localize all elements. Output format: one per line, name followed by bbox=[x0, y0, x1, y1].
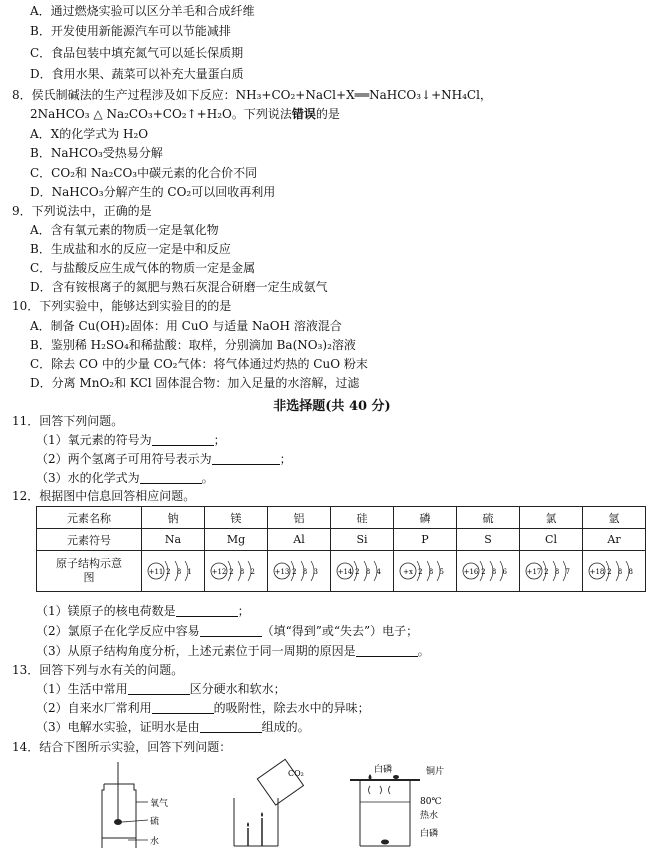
q9-option-a: A．含有氧元素的物质一定是氧化物 bbox=[30, 223, 219, 237]
atom-diagram bbox=[207, 553, 265, 589]
element-symbol-cell: Na bbox=[142, 529, 205, 551]
nucleus-charge: +17 bbox=[526, 568, 542, 576]
element-name-cell: 氯 bbox=[520, 507, 583, 529]
hot-water-beaker bbox=[360, 780, 410, 846]
label-white-phosphorus-top: 白磷 bbox=[374, 765, 393, 775]
q13-blank-3[interactable] bbox=[200, 720, 262, 733]
q13-part2-tail: 的吸附性，除去水中的异味； bbox=[213, 701, 370, 715]
element-symbol-cell: Ar bbox=[583, 529, 646, 551]
q12-part2 bbox=[36, 624, 418, 639]
label-oxygen: 氧气 bbox=[150, 799, 169, 809]
q13-part1-tail: 区分硬水和软水； bbox=[189, 682, 286, 696]
q12-part3-text: （3）从原子结构角度分析，上述元素位于同一周期的原因是 bbox=[36, 644, 356, 658]
q7-option-c: C．食品包装中填充氮气可以延长保质期 bbox=[30, 46, 244, 60]
q13-blank-2[interactable] bbox=[152, 701, 214, 714]
figure-sulfur-combustion bbox=[98, 762, 178, 848]
q10-option-d: D．分离 MnO₂和 KCl 固体混合物：加入足量的水溶解，过滤 bbox=[30, 376, 360, 390]
atomic-structure-cell bbox=[268, 551, 331, 592]
element-name-cell: 硅 bbox=[331, 507, 394, 529]
atomic-structure-cell bbox=[331, 551, 394, 592]
atomic-structure-cell bbox=[394, 551, 457, 592]
q12-stem: 12．根据图中信息回答相应问题。 bbox=[12, 489, 196, 503]
element-name-cell: 镁 bbox=[205, 507, 268, 529]
q11-blank-1[interactable] bbox=[152, 433, 214, 446]
element-name-cell: 磷 bbox=[394, 507, 457, 529]
q12-blank-1[interactable] bbox=[176, 604, 238, 617]
atom-diagram bbox=[522, 553, 580, 589]
q12-part3-end: 。 bbox=[417, 644, 430, 658]
q9-option-c: C．与盐酸反应生成气体的物质一定是金属 bbox=[30, 261, 256, 275]
atomic-structure-cell bbox=[205, 551, 268, 592]
nucleus-charge: +12 bbox=[211, 568, 227, 576]
label-white-phosphorus-bottom: 白磷 bbox=[420, 829, 439, 839]
co2-cylinder bbox=[257, 759, 303, 805]
q9-stem: 9．下列说法中，正确的是 bbox=[12, 204, 152, 218]
q7-option-b: B．开发使用新能源汽车可以节能减排 bbox=[30, 24, 231, 38]
q11-blank-2[interactable] bbox=[212, 452, 280, 465]
element-name-cell: 氩 bbox=[583, 507, 646, 529]
electron-counts: 2 8 2 bbox=[229, 568, 257, 576]
electron-counts: 2 8 4 bbox=[355, 568, 383, 576]
q13-stem: 13．回答下列与水有关的问题。 bbox=[12, 663, 184, 677]
electron-counts: 2 8 1 bbox=[166, 568, 194, 576]
nucleus-charge: +14 bbox=[337, 568, 353, 576]
flame-tall bbox=[261, 812, 263, 817]
q11-part1-text: （1）氧元素的符号为 bbox=[36, 433, 152, 447]
q13-part1-text: （1）生活中常用 bbox=[36, 682, 128, 696]
q13-part2 bbox=[36, 701, 370, 716]
element-symbol-cell: Mg bbox=[205, 529, 268, 551]
q14-stem: 14．结合下图所示实验，回答下列问题： bbox=[12, 740, 232, 754]
atom-diagram bbox=[459, 553, 517, 589]
q12-part1-text: （1）镁原子的核电荷数是 bbox=[36, 604, 176, 618]
q11-part1 bbox=[36, 433, 226, 448]
element-table bbox=[36, 506, 646, 592]
q10-stem: 10．下列实验中，能够达到实验目的的是 bbox=[12, 299, 232, 313]
header-element-name: 元素名称 bbox=[37, 507, 142, 529]
flame-short bbox=[247, 822, 249, 827]
nucleus-charge: +13 bbox=[274, 568, 290, 576]
q11-part3 bbox=[36, 471, 214, 486]
element-symbol-cell: Al bbox=[268, 529, 331, 551]
nucleus-charge: +x bbox=[403, 568, 413, 576]
q9-option-d: D．含有铵根离子的氮肥与熟石灰混合研磨一定生成氨气 bbox=[30, 280, 328, 294]
label-water: 水 bbox=[150, 837, 160, 847]
q8-option-c: C．CO₂和 Na₂CO₃中碳元素的化合价不同 bbox=[30, 166, 258, 180]
element-symbol-cell: Si bbox=[331, 529, 394, 551]
element-symbol-cell: P bbox=[394, 529, 457, 551]
atom-diagram bbox=[585, 553, 643, 589]
q13-blank-1[interactable] bbox=[128, 682, 190, 695]
q12-part2-tail: （填“得到”或“失去”）电子； bbox=[261, 624, 419, 638]
q11-part2 bbox=[36, 452, 292, 467]
q9-option-b: B．生成盐和水的反应一定是中和反应 bbox=[30, 242, 231, 256]
atom-diagram bbox=[270, 553, 328, 589]
section-title: 非选择题(共 40 分) bbox=[273, 399, 391, 414]
label-pointer-sulfur bbox=[122, 820, 148, 822]
q8-equation: 2NaHCO₃ △ Na₂CO₃+CO₂↑+H₂O。下列说法 bbox=[30, 107, 292, 121]
q8-option-b: B．NaHCO₃受热易分解 bbox=[30, 146, 163, 160]
figure-co2-pouring bbox=[226, 758, 316, 848]
label-hot-water: 热水 bbox=[420, 811, 439, 821]
atom-diagram bbox=[333, 553, 391, 589]
q7-option-d: D．食用水果、蔬菜可以补充大量蛋白质 bbox=[30, 67, 244, 81]
steam bbox=[369, 786, 391, 794]
q12-part1 bbox=[36, 604, 250, 619]
q10-option-b: B．鉴别稀 H₂SO₄和稀盐酸：取样，分别滴加 Ba(NO₃)₂溶液 bbox=[30, 338, 356, 352]
red-phosphorus bbox=[393, 775, 399, 779]
atom-diagram bbox=[396, 553, 454, 589]
element-name-cell: 铝 bbox=[268, 507, 331, 529]
q10-option-a: A．制备 Cu(OH)₂固体：用 CuO 与适量 NaOH 溶液混合 bbox=[30, 319, 342, 333]
electron-counts: 2 8 8 bbox=[607, 568, 635, 576]
beaker bbox=[234, 798, 278, 846]
q8-stem-tail: 的是 bbox=[315, 107, 340, 121]
q11-part3-end: 。 bbox=[201, 471, 214, 485]
figure-phosphorus-combustion bbox=[340, 762, 460, 848]
element-name-cell: 硫 bbox=[457, 507, 520, 529]
q13-part3 bbox=[36, 720, 310, 735]
element-name-cell: 钠 bbox=[142, 507, 205, 529]
q13-part1 bbox=[36, 682, 286, 697]
q11-blank-3[interactable] bbox=[140, 471, 202, 484]
nucleus-charge: +16 bbox=[463, 568, 479, 576]
q12-part1-end: ； bbox=[237, 604, 250, 618]
label-copper-plate: 铜片 bbox=[426, 767, 445, 777]
nucleus-charge: +18 bbox=[589, 568, 605, 576]
atomic-structure-cell bbox=[583, 551, 646, 592]
header-element-symbol: 元素符号 bbox=[37, 529, 142, 551]
q8-emphasis: 错误 bbox=[291, 107, 316, 121]
atom-diagram bbox=[144, 553, 202, 589]
q13-part2-text: （2）自来水厂常利用 bbox=[36, 701, 152, 715]
q8-option-a: A．X的化学式为 H₂O bbox=[30, 127, 149, 141]
electron-counts: 2 8 5 bbox=[418, 568, 446, 576]
label-sulfur: 硫 bbox=[150, 817, 160, 827]
q13-part3-tail: 组成的。 bbox=[261, 720, 310, 734]
atomic-structure-cell bbox=[142, 551, 205, 592]
q7-option-a: A．通过燃烧实验可以区分羊毛和合成纤维 bbox=[30, 4, 255, 18]
element-symbol-cell: S bbox=[457, 529, 520, 551]
q11-part2-text: （2）两个氢离子可用符号表示为 bbox=[36, 452, 212, 466]
q13-part3-text: （3）电解水实验，证明水是由 bbox=[36, 720, 200, 734]
q11-part1-end: ； bbox=[213, 433, 226, 447]
atomic-structure-cell bbox=[457, 551, 520, 592]
q8-option-d: D．NaHCO₃分解产生的 CO₂可以回收再利用 bbox=[30, 185, 276, 199]
q8-stem-line2 bbox=[30, 107, 340, 122]
q12-part2-text: （2）氯原子在化学反应中容易 bbox=[36, 624, 200, 638]
q12-blank-3[interactable] bbox=[356, 644, 418, 657]
electron-counts: 2 8 6 bbox=[481, 568, 509, 576]
header-atomic-structure: 原子结构示意图 bbox=[37, 551, 142, 592]
q8-stem-line1: 8．侯氏制碱法的生产过程涉及如下反应：NH₃+CO₂+NaCl+X══NaHCO₃↓+NH₄Cl， bbox=[12, 88, 492, 102]
nucleus-charge: +11 bbox=[148, 568, 164, 576]
label-co2: CO₂ bbox=[288, 769, 304, 778]
q11-stem: 11．回答下列问题。 bbox=[12, 414, 124, 428]
submerged-white-phosphorus bbox=[381, 840, 389, 845]
atomic-structure-cell bbox=[520, 551, 583, 592]
q11-part3-text: （3）水的化学式为 bbox=[36, 471, 140, 485]
label-temperature: 80℃ bbox=[420, 797, 442, 807]
q12-part3 bbox=[36, 644, 430, 659]
q12-blank-2[interactable] bbox=[200, 624, 262, 637]
electron-counts: 2 8 3 bbox=[292, 568, 320, 576]
q10-option-c: C．除去 CO 中的少量 CO₂气体：将气体通过灼热的 CuO 粉末 bbox=[30, 357, 368, 371]
burning-sulfur bbox=[114, 819, 122, 825]
electron-counts: 2 8 7 bbox=[544, 568, 572, 576]
element-symbol-cell: Cl bbox=[520, 529, 583, 551]
q11-part2-end: ； bbox=[279, 452, 292, 466]
